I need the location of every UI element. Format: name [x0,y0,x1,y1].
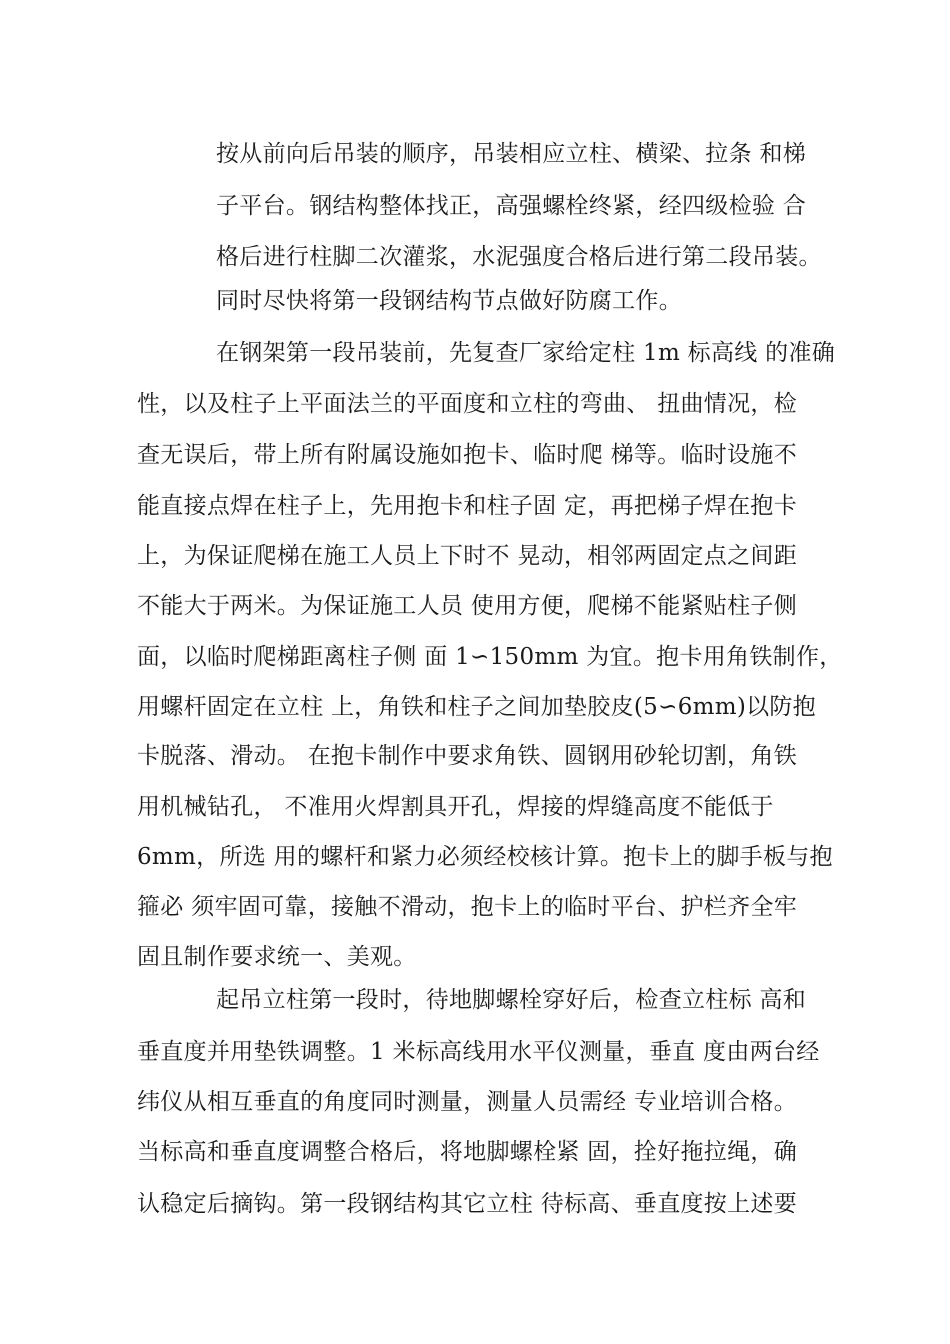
text-line: 箍必 须牢固可靠，接触不滑动，抱卡上的临时平台、护栏齐全牢 [137,894,798,920]
text-line: 认稳定后摘钩。第一段钢结构其它立柱 待标高、垂直度按上述要 [137,1191,798,1217]
text-line: 当标高和垂直度调整合格后，将地脚螺栓紧 固，拴好拖拉绳，确 [137,1139,798,1165]
text-line: 能直接点焊在柱子上，先用抱卡和柱子固 定，再把梯子焊在抱卡 [137,493,798,519]
text-line: 在钢架第一段吊装前，先复查厂家给定柱 1m 标高线 的准确 [216,340,836,366]
text-line: 6mm，所选 用的螺杆和紧力必须经校核计算。抱卡上的脚手板与抱 [137,844,833,870]
text-line: 起吊立柱第一段时，待地脚螺栓穿好后，检查立柱标 高和 [216,987,807,1013]
text-line: 面，以临时爬梯距离柱子侧 面 1∽150mm 为宜。抱卡用角铁制作， [137,644,843,670]
text-line: 上，为保证爬梯在施工人员上下时不 晃动，相邻两固定点之间距 [137,543,798,569]
text-line: 卡脱落、滑动。 在抱卡制作中要求角铁、圆钢用砂轮切割，角铁 [137,743,798,769]
text-line: 垂直度并用垫铁调整。1 米标高线用水平仪测量，垂直 度由两台经 [137,1039,820,1065]
text-line: 查无误后，带上所有附属设施如抱卡、临时爬 梯等。临时设施不 [137,442,798,468]
text-line: 不能大于两米。为保证施工人员 使用方便，爬梯不能紧贴柱子侧 [137,593,798,619]
text-line: 格后进行柱脚二次灌浆，水泥强度合格后进行第二段吊装。 [216,244,822,270]
text-line: 子平台。钢结构整体找正，高强螺栓终紧，经四级检验 合 [216,193,807,219]
text-line: 按从前向后吊装的顺序，吊装相应立柱、横梁、拉条 和梯 [216,141,807,167]
text-line: 用螺杆固定在立柱 上，角铁和柱子之间加垫胶皮(5∽6mm)以防抱 [137,694,817,720]
text-line: 固且制作要求统一、美观。 [137,944,417,970]
text-line: 纬仪从相互垂直的角度同时测量，测量人员需经 专业培训合格。 [137,1089,798,1115]
text-line: 用机械钻孔， 不准用火焊割具开孔，焊接的焊缝高度不能低于 [137,794,774,820]
text-line: 同时尽快将第一段钢结构节点做好防腐工作。 [216,288,682,314]
text-line: 性，以及柱子上平面法兰的平面度和立柱的弯曲、 扭曲情况，检 [137,391,798,417]
